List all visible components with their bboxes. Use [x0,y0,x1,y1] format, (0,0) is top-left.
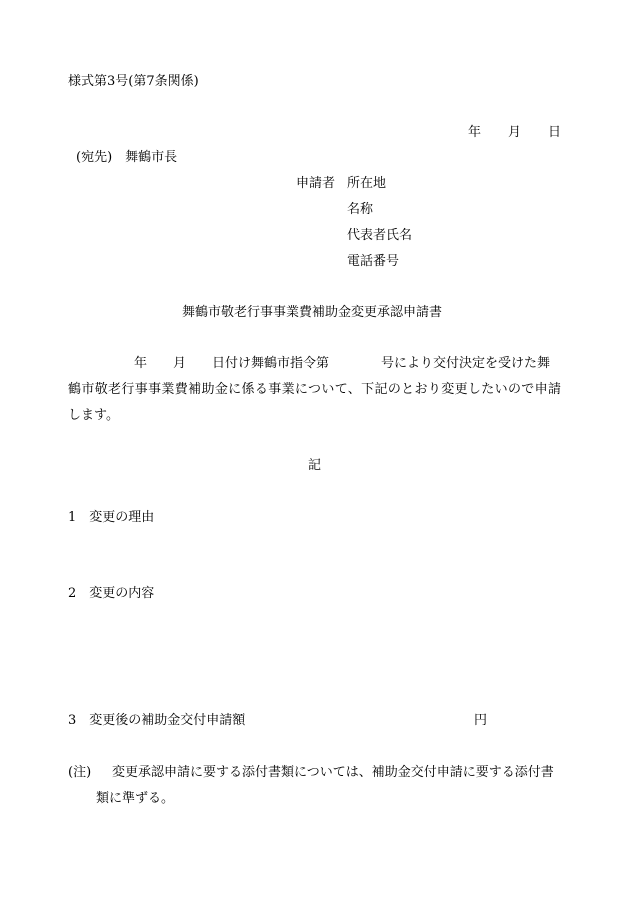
ki-heading: 記 [308,458,322,473]
applicant-name-label: 名称 [347,202,374,217]
applicant-label: 申請者 [296,176,336,191]
date-year-label: 年 [468,125,482,140]
item-3-amount-label: 3 変更後の補助金交付申請額 [68,713,246,728]
body-number-suffix: 号により交付決定を受けた舞 [381,356,551,371]
date-day-label: 日 [548,125,562,140]
document-title: 舞鶴市敬老行事事業費補助金変更承認申請書 [182,305,443,320]
applicant-address-label: 所在地 [347,176,387,191]
item-2-content: 2 変更の内容 [68,586,155,601]
body-month-label: 月 [173,356,187,371]
note-line-1: 変更承認申請に要する添付書類については、補助金交付申請に要する添付書 [112,765,554,780]
addressee: (宛先) 舞鶴市長 [76,150,178,165]
applicant-phone-label: 電話番号 [347,254,400,269]
applicant-representative-label: 代表者氏名 [347,228,413,243]
body-dated-prefix: 日付け舞鶴市指令第 [212,356,330,371]
item-3-yen-unit: 円 [474,713,488,728]
form-number: 様式第3号(第7条関係) [68,74,199,89]
item-1-reason: 1 変更の理由 [68,510,155,525]
note-line-2: 類に準ずる。 [96,791,175,806]
date-month-label: 月 [508,125,522,140]
body-year-label: 年 [134,356,148,371]
note-label: (注) [68,765,92,780]
body-line-3: します。 [68,408,119,423]
body-line-1 [68,356,561,372]
body-line-2: 鶴市敬老行事事業費補助金に係る事業について、下記のとおり変更したいので申請 [68,382,562,397]
